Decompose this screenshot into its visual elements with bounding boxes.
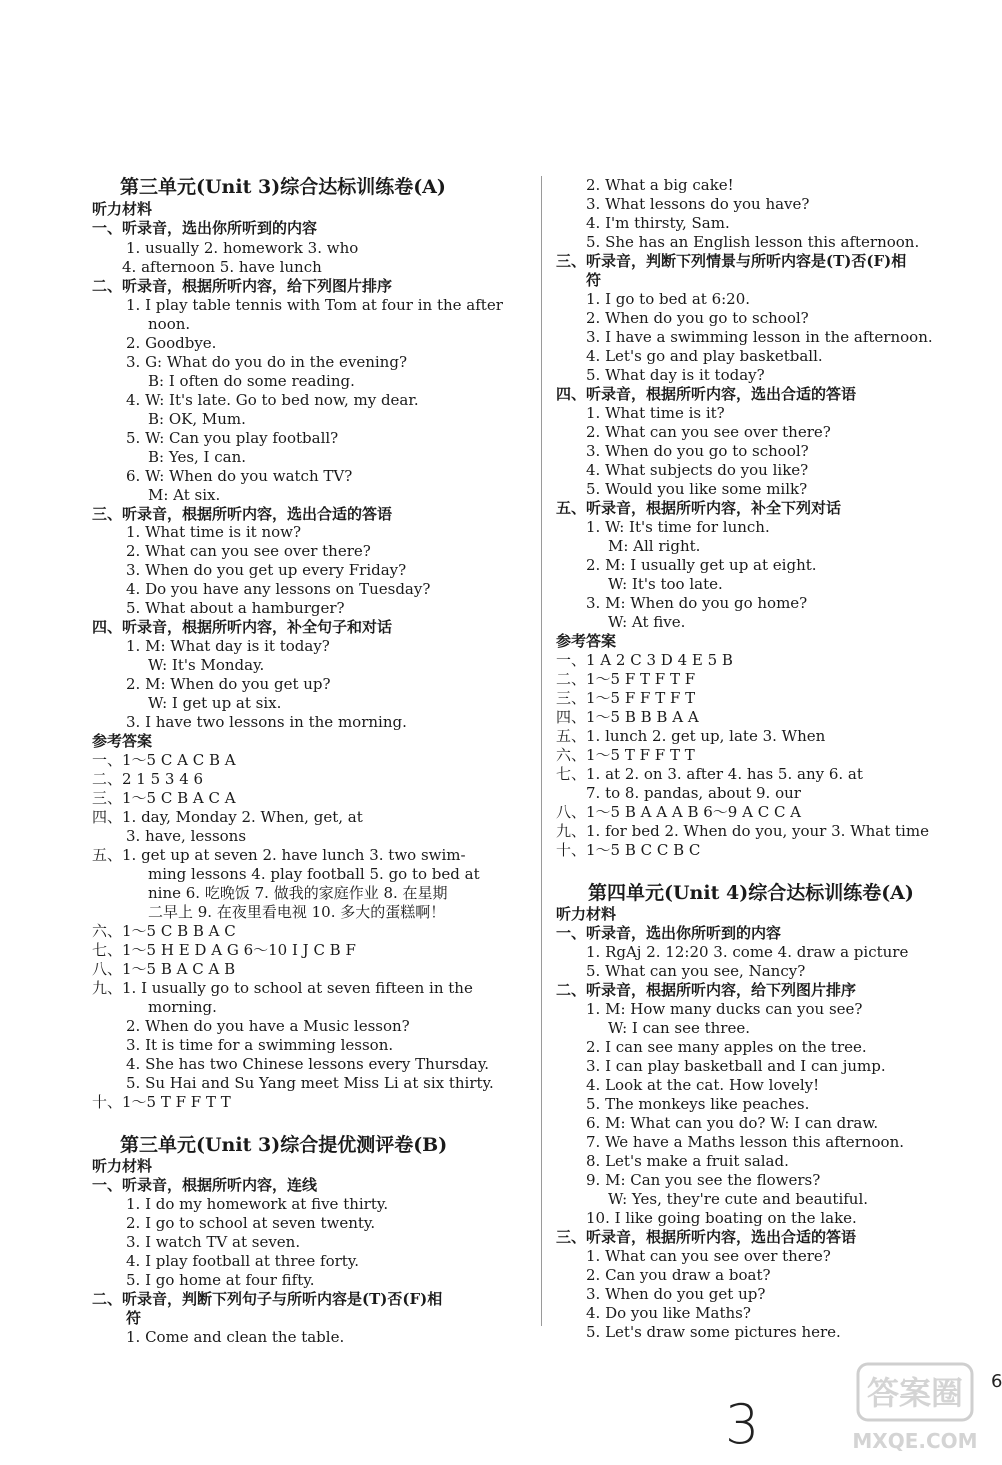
text-line: 2. When do you go to school?	[586, 309, 809, 327]
section-heading: 三、听录音，根据所听内容，选出合适的答语	[92, 505, 393, 523]
text-line: 4. Do you like Maths?	[586, 1304, 751, 1322]
text-line: 1. W: It's time for lunch.	[586, 518, 770, 536]
text-line: 2. Can you draw a boat?	[586, 1266, 771, 1284]
text-line: 3. I have a swimming lesson in the afternoon.	[586, 328, 933, 346]
text-line: 4. I'm thirsty, Sam.	[586, 214, 730, 232]
text-line: 1. What can you see over there?	[586, 1247, 831, 1265]
text-line: 3. What lessons do you have?	[586, 195, 810, 213]
text-line: 1. I do my homework at five thirty.	[126, 1195, 389, 1213]
page-number: 3	[725, 1393, 760, 1456]
text-line: 4. W: It's late. Go to bed now, my dear.	[126, 391, 419, 409]
text-line: noon.	[148, 315, 191, 333]
text-line: nine 6. 吃晚饭 7. 做我的家庭作业 8. 在星期	[148, 884, 448, 902]
edge-digit: 6	[991, 1371, 1002, 1392]
text-line: 5. Su Hai and Su Yang meet Miss Li at six thirty.	[126, 1074, 494, 1092]
text-line: 3. It is time for a swimming lesson.	[126, 1036, 394, 1054]
section-heading: 听力材料	[556, 905, 617, 923]
section-heading: 一、听录音，选出你所听到的内容	[92, 219, 318, 237]
text-line: 3. When do you go to school?	[586, 442, 809, 460]
text-line: 十、1～5 T F F T T	[92, 1093, 231, 1111]
text-line: 6. M: What can you do? W: I can draw.	[586, 1114, 879, 1132]
text-line: 1. RgAj 2. 12:20 3. come 4. draw a picture	[586, 943, 909, 961]
text-line: 4. She has two Chinese lessons every Thursday.	[126, 1055, 490, 1073]
text-line: 六、1～5 T F F T T	[556, 746, 695, 764]
text-line: 1. M: What day is it today?	[126, 637, 330, 655]
section-title: 第三单元(Unit 3)综合达标训练卷(A)	[120, 176, 446, 198]
text-line: 3. G: What do you do in the evening?	[126, 353, 407, 371]
text-line: 三、1～5 F F T F T	[556, 689, 696, 707]
text-line: 8. Let's make a fruit salad.	[586, 1152, 789, 1170]
text-line: 2. Goodbye.	[126, 334, 217, 352]
text-line: W: It's too late.	[608, 575, 723, 593]
text-line: 三、1～5 C B A C A	[92, 789, 236, 807]
text-line: 3. When do you get up?	[586, 1285, 766, 1303]
text-line: 八、1～5 B A C A B	[92, 960, 236, 978]
text-line: 4. Look at the cat. How lovely!	[586, 1076, 820, 1094]
text-line: W: Yes, they're cute and beautiful.	[608, 1190, 869, 1208]
text-line: 2. What can you see over there?	[586, 423, 831, 441]
text-line: 2. What a big cake!	[586, 176, 734, 194]
text-line: 1. I go to bed at 6:20.	[586, 290, 751, 308]
text-line: 七、1～5 H E D A G 6～10 I J C B F	[92, 941, 356, 959]
text-line: 4. What subjects do you like?	[586, 461, 809, 479]
section-heading: 二、听录音，判断下列句子与所听内容是(T)否(F)相	[92, 1290, 443, 1308]
section-heading: 四、听录音，根据所听内容，选出合适的答语	[556, 385, 857, 403]
text-line: 5. She has an English lesson this afternoon.	[586, 233, 920, 251]
text-line: 5. Would you like some milk?	[586, 480, 808, 498]
text-line: 5. I go home at four fifty.	[126, 1271, 315, 1289]
watermark-logo	[850, 1358, 980, 1458]
text-line: 1. I play table tennis with Tom at four in the after	[126, 296, 503, 314]
text-line: W: At five.	[608, 613, 686, 631]
section-heading: 三、听录音，判断下列情景与所听内容是(T)否(F)相	[556, 252, 907, 270]
text-line: morning.	[148, 998, 217, 1016]
text-line: 2. M: I usually get up at eight.	[586, 556, 817, 574]
text-line: 一、1～5 C A C B A	[92, 751, 236, 769]
text-line: 二、2 1 5 3 4 6	[92, 770, 204, 788]
text-line: 4. afternoon 5. have lunch	[122, 258, 322, 276]
text-line: 1. What time is it now?	[126, 523, 302, 541]
text-line: 五、1. lunch 2. get up, late 3. When	[556, 727, 826, 745]
text-line: 四、1. day, Monday 2. When, get, at	[92, 808, 363, 826]
text-line: 四、1～5 B B B A A	[556, 708, 699, 726]
section-heading: 参考答案	[556, 632, 617, 650]
text-line: 2. I can see many apples on the tree.	[586, 1038, 867, 1056]
text-line: 1. M: How many ducks can you see?	[586, 1000, 863, 1018]
section-heading: 四、听录音，根据所听内容，补全句子和对话	[92, 618, 393, 636]
text-line: 4. I play football at three forty.	[126, 1252, 360, 1270]
text-line: 3. I can play basketball and I can jump.	[586, 1057, 886, 1075]
text-line: 1. What time is it?	[586, 404, 725, 422]
column-divider	[541, 176, 542, 1326]
section-heading: 参考答案	[92, 732, 153, 750]
text-line: 十、1～5 B C C B C	[556, 841, 701, 859]
section-heading: 三、听录音，根据所听内容，选出合适的答语	[556, 1228, 857, 1246]
section-heading: 二、听录音，根据所听内容，给下列图片排序	[556, 981, 857, 999]
text-line: B: OK, Mum.	[148, 410, 246, 428]
text-line: 9. M: Can you see the flowers?	[586, 1171, 821, 1189]
text-line: W: I can see three.	[608, 1019, 751, 1037]
text-line: 10. I like going boating on the lake.	[586, 1209, 857, 1227]
text-line: B: I often do some reading.	[148, 372, 355, 390]
text-line: 二早上 9. 在夜里看电视 10. 多大的蛋糕啊！	[148, 903, 446, 921]
text-line: W: I get up at six.	[148, 694, 282, 712]
text-line: 一、1 A 2 C 3 D 4 E 5 B	[556, 651, 733, 669]
text-line: 5. W: Can you play football?	[126, 429, 339, 447]
watermark-text: 答案圈	[866, 1374, 964, 1412]
text-line: 八、1～5 B A A A B 6～9 A C C A	[556, 803, 802, 821]
text-line: 5. What about a hamburger?	[126, 599, 345, 617]
text-line: 3. I watch TV at seven.	[126, 1233, 301, 1251]
text-line: 六、1～5 C B B A C	[92, 922, 236, 940]
text-line: 6. W: When do you watch TV?	[126, 467, 353, 485]
text-line: 5. The monkeys like peaches.	[586, 1095, 810, 1113]
section-heading: 听力材料	[92, 1157, 153, 1175]
text-line: 3. have, lessons	[126, 827, 247, 845]
section-heading: 五、听录音，根据所听内容，补全下列对话	[556, 499, 842, 517]
text-line: 五、1. get up at seven 2. have lunch 3. two swim-	[92, 846, 466, 864]
text-line: 2. What can you see over there?	[126, 542, 371, 560]
section-heading: 一、听录音，选出你所听到的内容	[556, 924, 782, 942]
text-line: 2. I go to school at seven twenty.	[126, 1214, 376, 1232]
section-heading: 一、听录音，根据所听内容，连线	[92, 1176, 318, 1194]
text-line: 七、1. at 2. on 3. after 4. has 5. any 6. at	[556, 765, 863, 783]
text-line: 5. Let's draw some pictures here.	[586, 1323, 841, 1341]
text-line: ming lessons 4. play football 5. go to bed at	[148, 865, 480, 883]
text-line: 3. M: When do you go home?	[586, 594, 808, 612]
text-line: 7. We have a Maths lesson this afternoon.	[586, 1133, 905, 1151]
text-line: 2. M: When do you get up?	[126, 675, 331, 693]
watermark-url: MXQE.COM	[852, 1429, 978, 1453]
section-heading: 听力材料	[92, 200, 153, 218]
text-line: 5. What can you see, Nancy?	[586, 962, 806, 980]
section-heading: 符	[126, 1309, 142, 1327]
text-line: M: All right.	[608, 537, 701, 555]
section-title: 第四单元(Unit 4)综合达标训练卷(A)	[588, 882, 914, 904]
text-line: 九、1. I usually go to school at seven fifteen in the	[92, 979, 473, 997]
text-line: B: Yes, I can.	[148, 448, 247, 466]
text-line: M: At six.	[148, 486, 221, 504]
section-heading: 符	[586, 271, 602, 289]
text-line: W: It's Monday.	[148, 656, 265, 674]
text-line: 二、1～5 F T F T F	[556, 670, 696, 688]
section-heading: 二、听录音，根据所听内容，给下列图片排序	[92, 277, 393, 295]
text-line: 4. Let's go and play basketball.	[586, 347, 823, 365]
text-line: 3. I have two lessons in the morning.	[126, 713, 407, 731]
text-line: 5. What day is it today?	[586, 366, 765, 384]
section-title: 第三单元(Unit 3)综合提优测评卷(B)	[120, 1134, 448, 1156]
text-line: 2. When do you have a Music lesson?	[126, 1017, 410, 1035]
text-line: 1. Come and clean the table.	[126, 1328, 345, 1346]
text-line: 1. usually 2. homework 3. who	[126, 239, 359, 257]
text-line: 7. to 8. pandas, about 9. our	[586, 784, 801, 802]
text-line: 九、1. for bed 2. When do you, your 3. What time	[556, 822, 929, 840]
text-line: 3. When do you get up every Friday?	[126, 561, 407, 579]
text-line: 4. Do you have any lessons on Tuesday?	[126, 580, 431, 598]
